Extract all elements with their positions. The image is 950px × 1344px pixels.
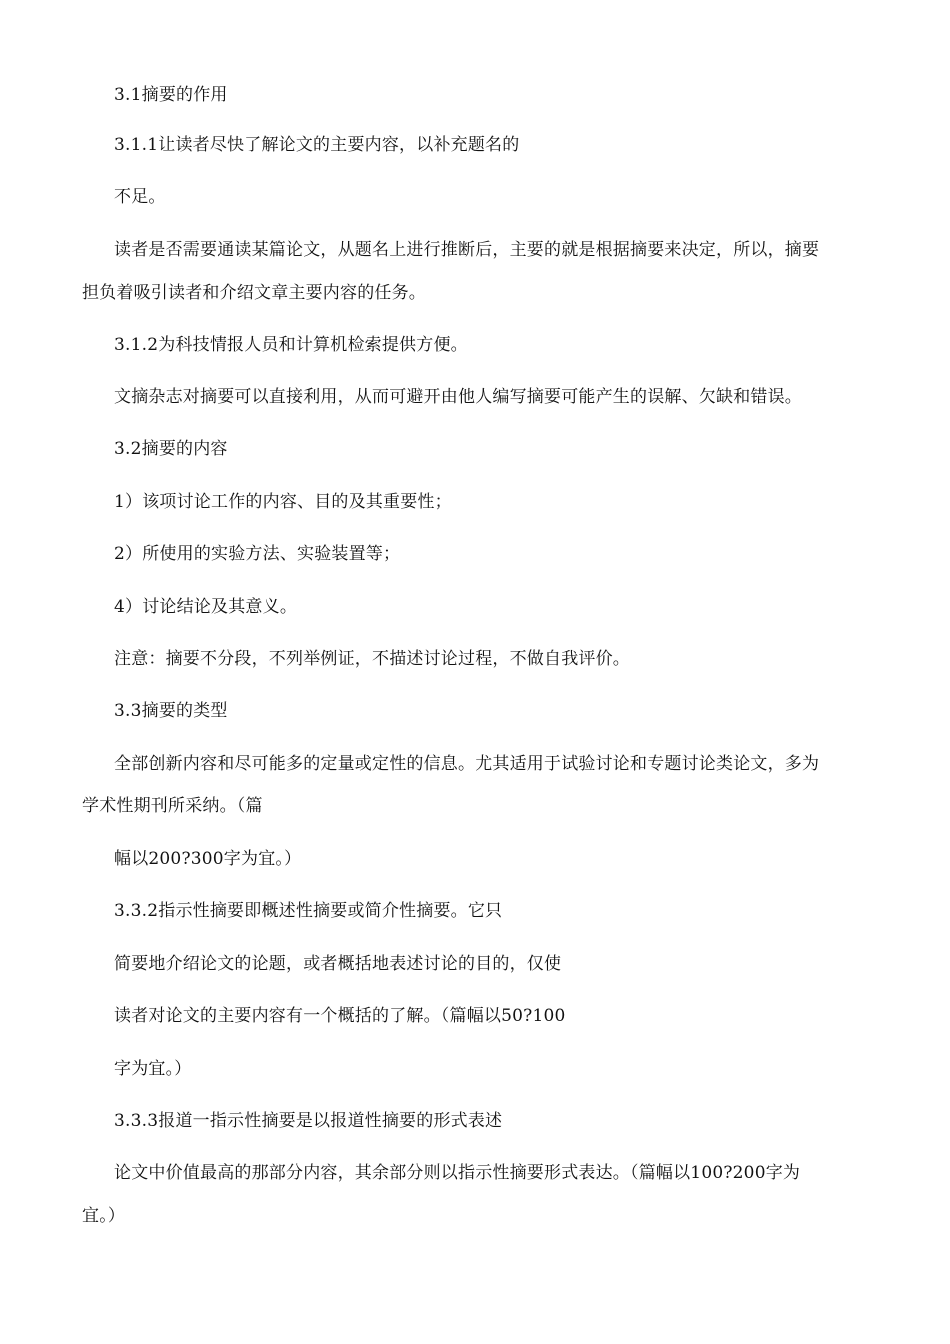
note-line: 注意：摘要不分段，不列举例证，不描述讨论过程，不做自我评价。 xyxy=(114,649,630,669)
paragraph-line: 宜。） xyxy=(82,1206,126,1226)
paragraph-line: 文摘杂志对摘要可以直接利用，从而可避开由他人编写摘要可能产生的误解、欠缺和错误。 xyxy=(114,387,802,407)
subsection-heading-3-1-1: 3.1.1让读者尽快了解论文的主要内容，以补充题名的 xyxy=(114,135,520,155)
paragraph-line: 学术性期刊所采纳。（篇 xyxy=(82,796,263,816)
list-item: 4）讨论结论及其意义。 xyxy=(114,597,298,617)
section-heading-3-2: 3.2摘要的内容 xyxy=(114,439,228,459)
subsection-heading-3-3-2: 3.3.2指示性摘要即概述性摘要或简介性摘要。它只 xyxy=(114,901,503,921)
paragraph-line: 担负着吸引读者和介绍文章主要内容的任务。 xyxy=(82,283,426,303)
paragraph-line: 论文中价值最高的那部分内容，其余部分则以指示性摘要形式表达。（篇幅以100?200字为 xyxy=(114,1163,801,1183)
paragraph-line: 简要地介绍论文的论题，或者概括地表述讨论的目的，仅使 xyxy=(114,954,562,974)
subsection-heading-3-3-3: 3.3.3报道一指示性摘要是以报道性摘要的形式表述 xyxy=(114,1111,503,1131)
paragraph-line: 读者是否需要通读某篇论文，从题名上进行推断后，主要的就是根据摘要来决定，所以，摘要 xyxy=(114,240,820,260)
list-item: 2）所使用的实验方法、实验装置等； xyxy=(114,544,401,564)
paragraph-line: 全部创新内容和尽可能多的定量或定性的信息。尤其适用于试验讨论和专题讨论类论文，多为 xyxy=(114,754,820,774)
paragraph-line: 读者对论文的主要内容有一个概括的了解。（篇幅以50?100 xyxy=(114,1006,566,1026)
paragraph-line: 幅以200?300字为宜。） xyxy=(114,849,302,869)
section-heading-3-1: 3.1摘要的作用 xyxy=(114,85,228,105)
list-item: 1）该项讨论工作的内容、目的及其重要性； xyxy=(114,492,452,512)
paragraph-line: 字为宜。） xyxy=(114,1059,192,1079)
section-heading-3-3: 3.3摘要的类型 xyxy=(114,701,228,721)
paragraph-line: 不足。 xyxy=(114,187,166,207)
subsection-heading-3-1-2: 3.1.2为科技情报人员和计算机检索提供方便。 xyxy=(114,335,468,355)
